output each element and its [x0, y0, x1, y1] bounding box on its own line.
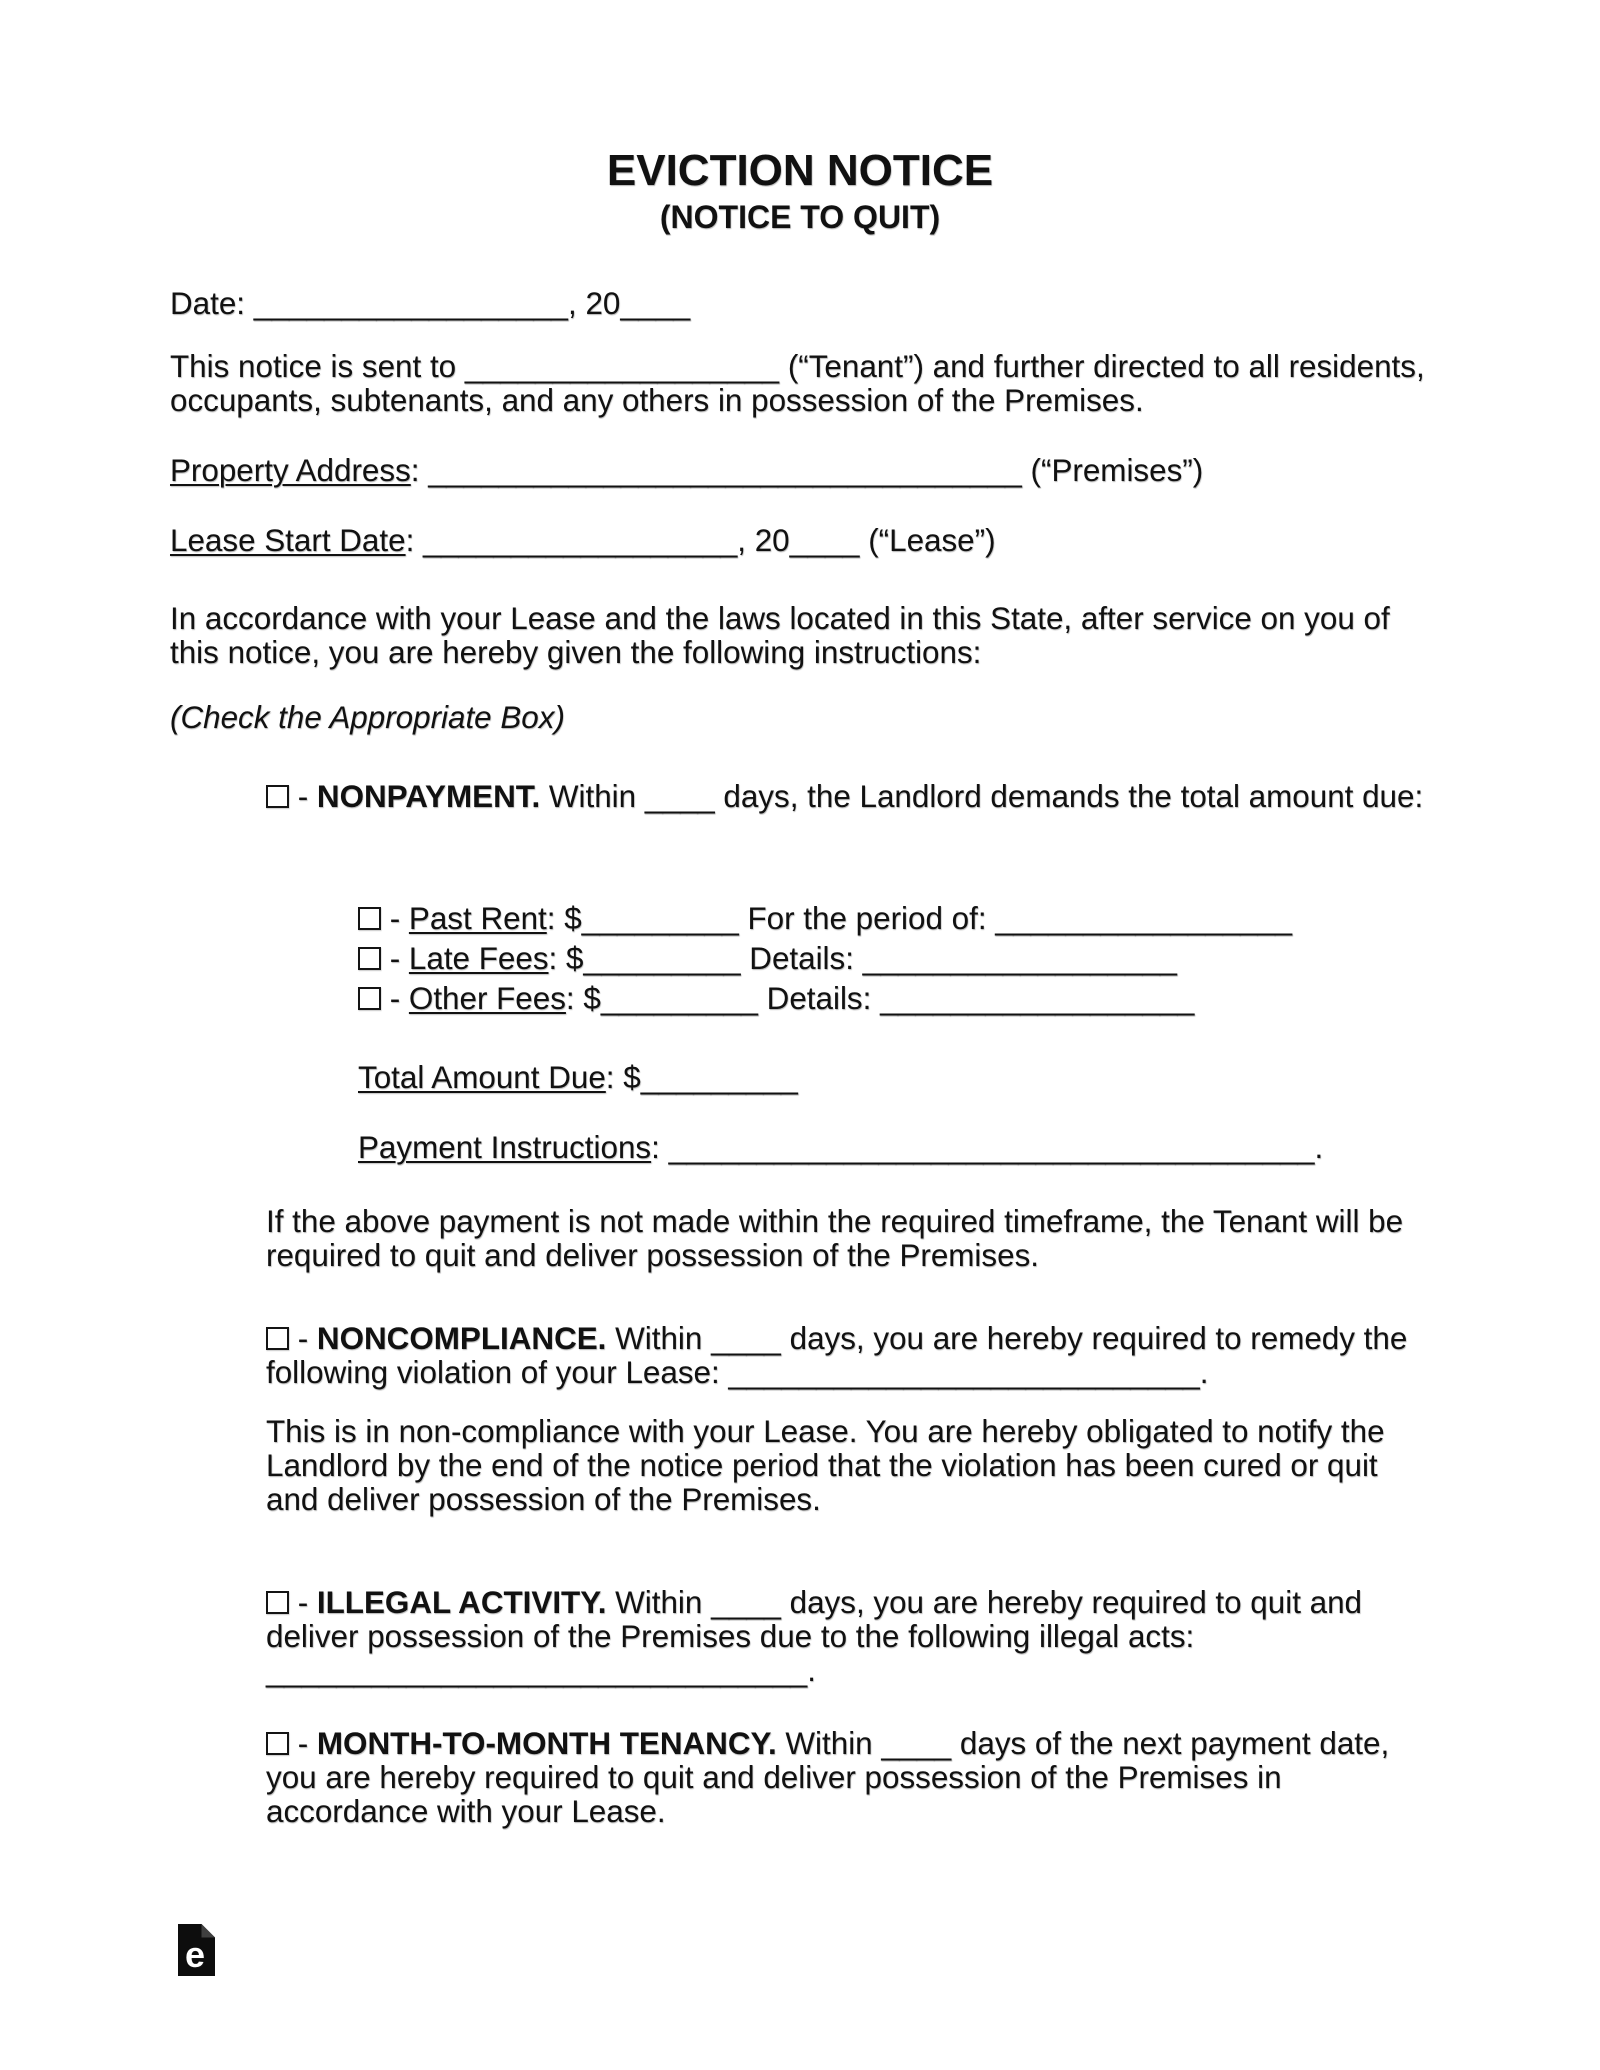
fee-list [358, 902, 1458, 1022]
nonpayment-label: NONPAYMENT. [316, 779, 541, 814]
payment-instructions-colon: : [651, 1130, 669, 1165]
illegal-activity-checkbox[interactable] [266, 1591, 289, 1614]
nonpayment-section [266, 780, 1430, 814]
nonpayment-dash: - [289, 779, 317, 814]
past-rent-period-blank[interactable]: _________________ [995, 901, 1293, 936]
property-colon: : [410, 453, 429, 488]
other-fees-details-blank[interactable]: __________________ [880, 981, 1195, 1016]
check-box-note: (Check the Appropriate Box) [170, 700, 565, 735]
noncompliance-paragraph: This is in non-compliance with your Lease. You are hereby obligated to notify the Landlord by the end of the notice period that the violation has been cured or quit and deliver possession of the Premises. [266, 1414, 1385, 1517]
illegal-activity-section [266, 1586, 1430, 1688]
past-rent-checkbox[interactable] [358, 907, 381, 930]
date-blank[interactable]: __________________ [253, 286, 568, 321]
late-fees-dollar: : $ [548, 941, 584, 976]
month-to-month-label: MONTH-TO-MONTH TENANCY. [316, 1726, 777, 1761]
page-subtitle: (NOTICE TO QUIT) [659, 199, 941, 235]
payment-instructions-label: Payment Instructions [358, 1130, 652, 1165]
illegal-activity-period: . [807, 1653, 816, 1688]
date-label: Date: [170, 286, 254, 321]
total-amount-line [358, 1061, 1430, 1095]
lease-start-label: Lease Start Date [170, 523, 406, 558]
lease-text: (“Lease”) [859, 523, 996, 558]
other-fees-details-label: Details: [757, 981, 881, 1016]
late-fees-amount-blank[interactable]: _________ [583, 941, 741, 976]
late-fees-dash: - [381, 941, 409, 976]
property-address-line [170, 454, 1432, 488]
noncompliance-days-blank[interactable]: ____ [711, 1321, 781, 1356]
month-to-month-checkbox[interactable] [266, 1732, 289, 1755]
lease-start-line [170, 524, 1432, 558]
intro-pre-text: This notice is sent to [170, 349, 465, 384]
illegal-activity-label: ILLEGAL ACTIVITY. [316, 1585, 607, 1620]
other-fees-amount-blank[interactable]: _________ [600, 981, 758, 1016]
other-fees-checkbox[interactable] [358, 987, 381, 1010]
past-rent-amount-blank[interactable]: _________ [581, 901, 739, 936]
late-fees-row [358, 942, 1458, 976]
late-fees-label: Late Fees [408, 941, 549, 976]
accordance-paragraph: In accordance with your Lease and the laws located in this State, after service on you of this notice, you are hereby given the following instructions: [170, 601, 1390, 670]
noncompliance-label: NONCOMPLIANCE. [316, 1321, 607, 1356]
other-fees-dash: - [381, 981, 409, 1016]
payment-instructions-period: . [1314, 1130, 1324, 1165]
lease-colon: : [405, 523, 424, 558]
nonpayment-warning-paragraph: If the above payment is not made within the required timeframe, the Tenant will be required to quit and deliver possession of the Premises. [266, 1204, 1404, 1273]
noncompliance-section [266, 1322, 1430, 1390]
property-address-label: Property Address [170, 453, 411, 488]
nonpayment-checkbox[interactable] [266, 785, 289, 808]
total-amount-dollar: : $ [605, 1060, 641, 1095]
tenant-name-blank[interactable]: __________________ [464, 349, 780, 384]
illegal-activity-days-blank[interactable]: ____ [711, 1585, 781, 1620]
other-fees-label: Other Fees [408, 981, 566, 1016]
noncompliance-violation-blank[interactable]: ___________________________ [728, 1355, 1200, 1390]
payment-instructions-blank[interactable]: _____________________________________ [668, 1130, 1315, 1165]
noncompliance-within-text: Within [606, 1321, 712, 1356]
month-to-month-section [266, 1727, 1430, 1829]
lease-20-text: , 20 [737, 523, 790, 558]
date-20-text: , 20 [568, 286, 621, 321]
illegal-acts-blank[interactable]: _______________________________ [266, 1653, 808, 1688]
intro-post-text: (“Tenant”) and further directed to all residents, occupants, subtenants, and any others in possession of the Premises. [170, 349, 1425, 418]
nonpayment-within-text: Within [540, 779, 645, 814]
past-rent-period-label: For the period of: [738, 901, 996, 936]
other-fees-dollar: : $ [565, 981, 601, 1016]
nonpayment-rest-text: days, the Landlord demands the total amount due: [714, 779, 1424, 814]
past-rent-row [358, 902, 1458, 936]
month-to-month-dash: - [289, 1726, 317, 1761]
month-to-month-rest-text: days of the next payment date, you are hereby required to quit and deliver possession of the Premises in accordance with your Lease. [266, 1726, 1390, 1829]
illegal-activity-dash: - [289, 1585, 317, 1620]
document-page-icon [178, 1924, 215, 1976]
date-line [170, 287, 1432, 321]
month-to-month-days-blank[interactable]: ____ [881, 1726, 952, 1761]
past-rent-dash: - [381, 901, 409, 936]
noncompliance-rest-text: days, you are hereby required to remedy the following violation of your Lease: [266, 1321, 1408, 1390]
intro-paragraph [170, 350, 1432, 418]
noncompliance-period: . [1199, 1355, 1209, 1390]
total-amount-blank[interactable]: _________ [640, 1060, 798, 1095]
late-fees-details-blank[interactable]: __________________ [862, 941, 1177, 976]
illegal-activity-within-text: Within [606, 1585, 712, 1620]
late-fees-details-label: Details: [740, 941, 863, 976]
illegal-activity-rest-text: days, you are hereby required to quit and deliver possession of the Premises due to the following illegal acts: [266, 1585, 1363, 1654]
other-fees-row [358, 982, 1458, 1016]
noncompliance-dash: - [289, 1321, 317, 1356]
noncompliance-checkbox[interactable] [266, 1327, 289, 1350]
total-amount-label: Total Amount Due [358, 1060, 606, 1095]
lease-year-blank[interactable]: ____ [789, 523, 860, 558]
premises-text: (“Premises”) [1021, 453, 1204, 488]
month-to-month-within-text: Within [776, 1726, 882, 1761]
payment-instructions-line [358, 1131, 1430, 1165]
past-rent-label: Past Rent [408, 901, 547, 936]
page-title: EVICTION NOTICE [606, 146, 994, 195]
date-year-blank[interactable]: ____ [620, 286, 691, 321]
past-rent-dollar: : $ [546, 901, 582, 936]
late-fees-checkbox[interactable] [358, 947, 381, 970]
logo-letter: e [185, 1934, 206, 1975]
nonpayment-days-blank[interactable]: ____ [644, 779, 715, 814]
eforms-logo [178, 1924, 215, 1976]
lease-start-blank[interactable]: __________________ [423, 523, 738, 558]
property-address-blank[interactable]: __________________________________ [428, 453, 1022, 488]
